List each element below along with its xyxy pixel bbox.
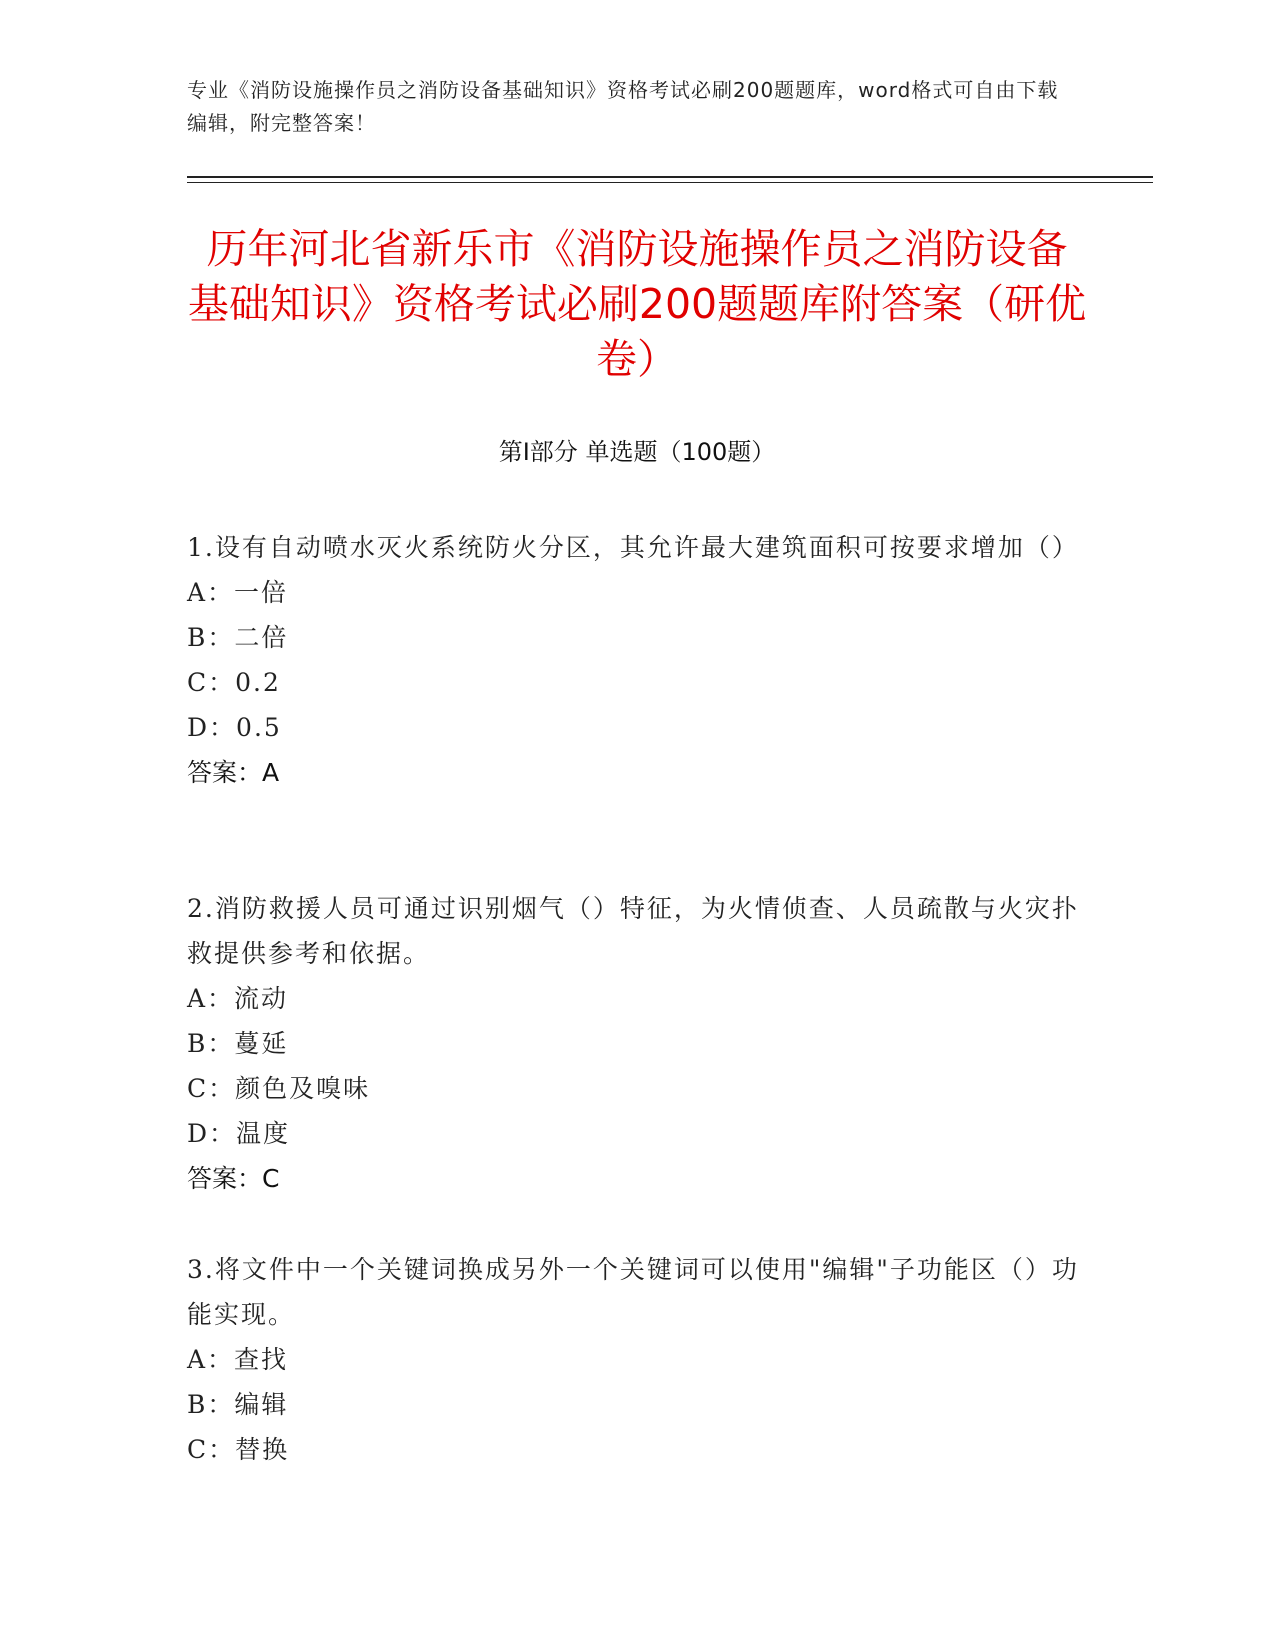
question-item — [187, 525, 1087, 795]
option-c: C：替换 — [187, 1435, 290, 1464]
option-d: D：0.5 — [187, 713, 282, 742]
option-b: B：二倍 — [187, 623, 289, 652]
answer-text: 答案：C — [187, 1164, 280, 1193]
header-divider-thin — [187, 182, 1153, 183]
header-divider-thick — [187, 176, 1153, 178]
question-item — [187, 886, 1087, 1201]
option-d: D：温度 — [187, 1119, 291, 1148]
question-item — [187, 1247, 1087, 1472]
option-a: A：查找 — [187, 1345, 289, 1374]
option-a: A：一倍 — [187, 578, 289, 607]
option-a: A：流动 — [187, 984, 289, 1013]
option-c: C：0.2 — [187, 668, 281, 697]
question-stem: 3.将文件中一个关键词换成另外一个关键词可以使用"编辑"子功能区（）功能实现。 — [187, 1255, 1079, 1329]
answer-text: 答案：A — [187, 758, 280, 787]
section-title: 第Ⅰ部分 单选题（100题） — [498, 438, 776, 466]
option-b: B：蔓延 — [187, 1029, 289, 1058]
option-c: C：颜色及嗅味 — [187, 1074, 371, 1103]
question-stem: 2.消防救援人员可通过识别烟气（）特征，为火情侦查、人员疏散与火灾扑救提供参考和依据。 — [187, 894, 1079, 968]
option-b: B：编辑 — [187, 1390, 289, 1419]
question-stem: 1.设有自动喷水灭火系统防火分区，其允许最大建筑面积可按要求增加（） — [187, 533, 1079, 562]
header-note: 专业《消防设施操作员之消防设备基础知识》资格考试必刷200题题库，word格式可自由下载编辑，附完整答案！ — [187, 78, 1059, 135]
document-title: 历年河北省新乐市《消防设施操作员之消防设备基础知识》资格考试必刷200题题库附答案（研优卷） — [187, 225, 1087, 383]
